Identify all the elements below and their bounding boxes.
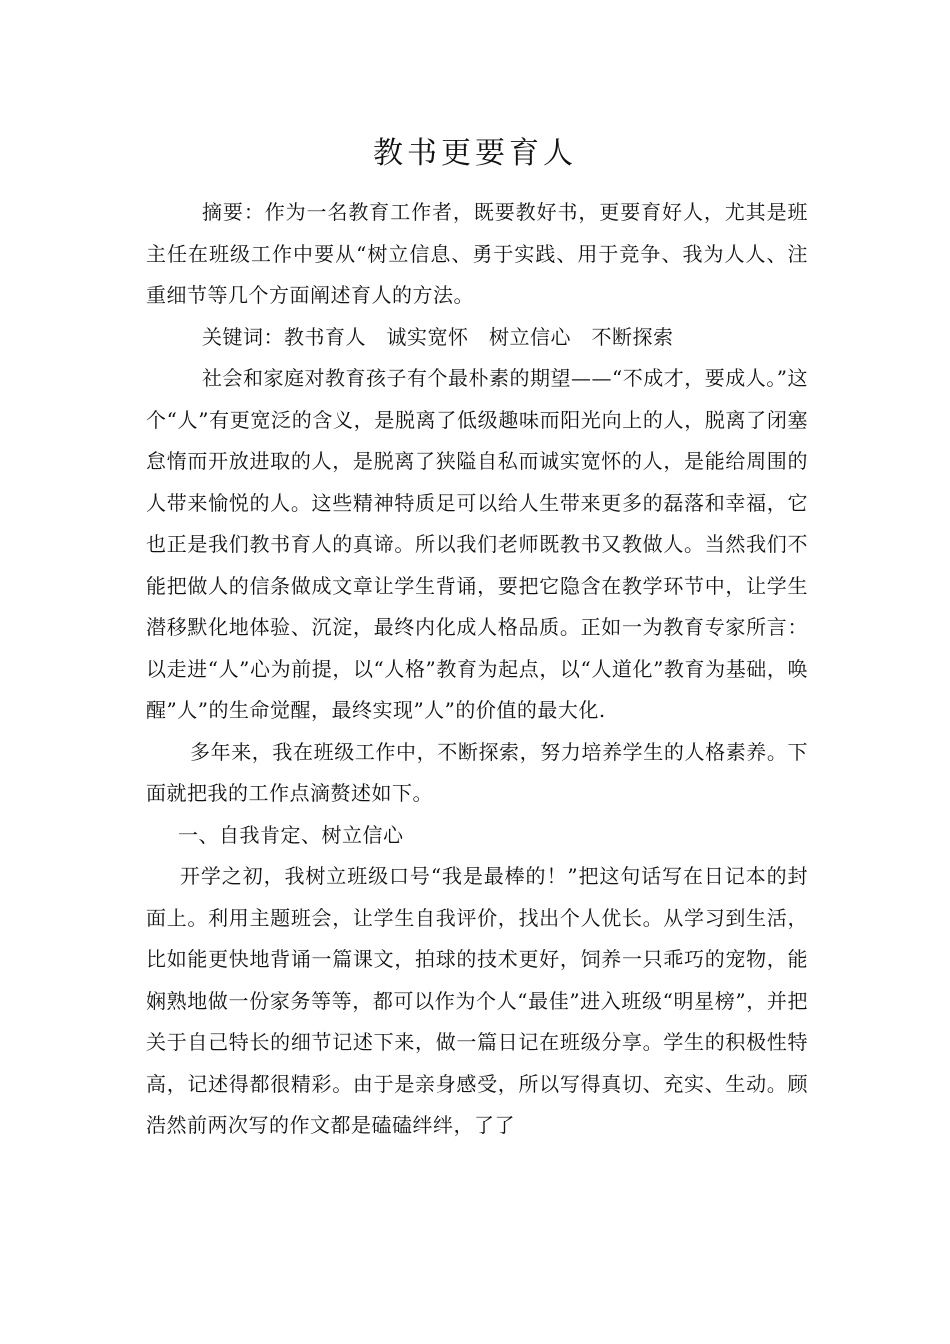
body-paragraph-2: 多年来，我在班级工作中，不断探索，努力培养学生的人格素养。下面就把我的工作点滴赘述如下。	[146, 739, 808, 805]
abstract-paragraph: 摘要：作为一名教育工作者，既要教好书，更要育好人，尤其是班主任在班级工作中要从“树立信息、勇于实践、用于竞争、我为人人、注重细节等几个方面阐述育人的方法。	[146, 200, 808, 307]
section-heading-1: 一、自我肯定、树立信心	[178, 822, 404, 847]
keywords-line: 关键词：教书育人 诚实宽怀 树立信心 不断探索	[202, 324, 674, 349]
document-body	[146, 192, 808, 1147]
document-title: 教书更要育人	[373, 136, 577, 171]
body-paragraph-1: 社会和家庭对教育孩子有个最朴素的期望——“不成才，要成人。”这个“人”有更宽泛的含义，是脱离了低级趣味而阳光向上的人，脱离了闭塞怠惰而开放进取的人，是脱离了狭隘自私而诚实宽怀的人，是能给周围的人带来愉悦的人。这些精神特质足可以给人生带来更多的磊落和幸福，它也正是我们教书育人的真谛。所以我们老师既教书又教做人。当然我们不能把做人的信条做成文章让学生背诵，要把它隐含在教学环节中，让学生潜移默化地体验、沉淀，最终内化成人格品质。正如一为教育专家所言：以走进“人”心为前提，以“人格”教育为起点，以“人道化”教育为基础，唤醒”人”的生命觉醒，最终实现”人”的价值的最大化.	[146, 366, 808, 722]
body-paragraph-3: 开学之初，我树立班级口号“我是最棒的！”把这句话写在日记本的封面上。利用主题班会，让学生自我评价，找出个人优长。从学习到生活，比如能更快地背诵一篇课文，拍球的技术更好，饲养一只乖巧的宠物，能娴熟地做一份家务等等，都可以作为个人“最佳”进入班级“明星榜”，并把关于自己特长的细节记述下来，做一篇日记在班级分享。学生的积极性特高，记述得都很精彩。由于是亲身感受，所以写得真切、充实、生动。顾浩然前两次写的作文都是磕磕绊绊，了了	[146, 864, 808, 1137]
